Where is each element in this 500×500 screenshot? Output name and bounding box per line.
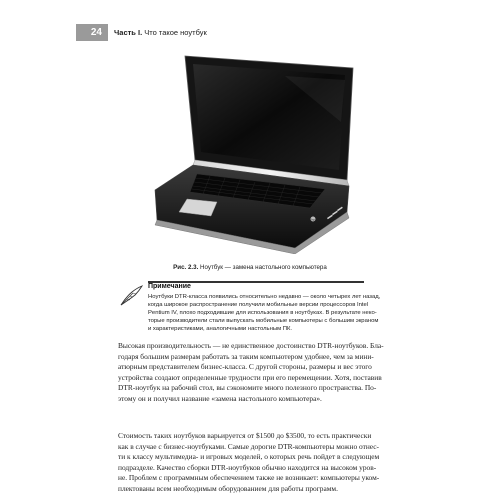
- chapter-title: Что такое ноутбук: [144, 28, 207, 37]
- body-line: годаря большим размерам работать за таким компьютером удобнее, чем за мини-: [118, 351, 374, 361]
- body-line: устройства создают определенные трудности при его перемещении. Хотя, поставив: [118, 372, 382, 382]
- body-paragraph-1: [118, 341, 384, 404]
- figure-caption: [0, 264, 500, 271]
- body-line: подразделе. Качество сборки DTR-ноутбуков обычно находится на высоком уров-: [118, 462, 377, 472]
- body-line: этому он и получил название «замена настольного компьютера».: [118, 393, 322, 403]
- running-head: [114, 24, 207, 41]
- brand-mark-text: hp: [311, 217, 315, 222]
- body-line: ти к классу мультимедиа- и игровых моделей, о которых речь пойдет в следующем: [118, 452, 380, 461]
- body-line: плектованы всем необходимым оборудованием для работы программ.: [118, 483, 338, 493]
- page-number: 24: [76, 24, 108, 41]
- note-body: [148, 293, 381, 333]
- caption-label: Рис. 2.3.: [173, 264, 199, 271]
- laptop-illustration: [135, 52, 365, 254]
- note-line: Pentium IV, плохо подходившие для использования в ноутбуках. В результате неко-: [148, 310, 377, 316]
- note-line: торые производители стали выпускать мобильные компьютеры с большим экраном: [148, 318, 379, 324]
- note-line: Ноутбуки DTR-класса появились относительно недавно — около четырех лет назад,: [148, 294, 381, 300]
- body-line: не. Проблем с программным обеспечением также не возникает: компьютеры уком-: [118, 473, 380, 482]
- note-title: Примечание: [148, 283, 191, 290]
- body-paragraph-2: [118, 431, 380, 494]
- body-line: как в случае с бизнес-ноутбуками. Самые дорогие DTR-компьютеры можно отнес-: [118, 441, 379, 451]
- body-line: DTR-ноутбук на рабочий стол, вы сэкономите много полезного пространства. По-: [118, 383, 377, 392]
- body-line: атюрным представителем бизнес-класса. С другой стороны, размеры и вес этого: [118, 362, 372, 371]
- body-line: Стоимость таких ноутбуков варьируется от $1500 до $3500, то есть практически: [118, 431, 372, 440]
- body-line: Высокая производительность — не единственное достоинство DTR-ноутбуков. Бла-: [118, 341, 384, 350]
- note-line: и характеристиками, аналогичными настольным ПК.: [148, 326, 293, 332]
- note-line: когда широкое распространение получили мобильные версии процессоров Intel: [148, 302, 369, 308]
- feather-pen-icon: [118, 284, 144, 306]
- part-label: Часть I.: [114, 28, 143, 37]
- caption-text: Ноутбук — замена настольного компьютера: [200, 264, 327, 271]
